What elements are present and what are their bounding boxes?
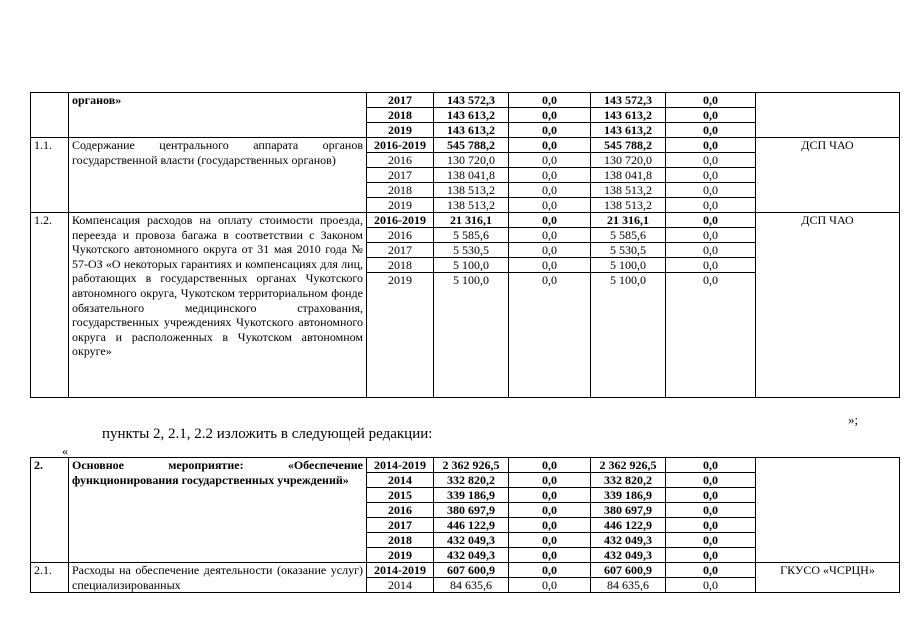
total-cell: 138 041,8: [434, 168, 509, 183]
other-cell: 0,0: [666, 578, 756, 593]
other-cell: 0,0: [666, 258, 756, 273]
table-row: [31, 563, 900, 578]
regional-cell: 138 513,2: [591, 183, 666, 198]
federal-cell: 0,0: [509, 183, 591, 198]
period-cell: 2014: [367, 578, 434, 593]
total-cell: 332 820,2: [434, 473, 509, 488]
regional-cell: 138 041,8: [591, 168, 666, 183]
other-cell: 0,0: [666, 518, 756, 533]
other-cell: 0,0: [666, 183, 756, 198]
federal-cell: 0,0: [509, 243, 591, 258]
regional-cell: 143 572,3: [591, 93, 666, 108]
federal-cell: 0,0: [509, 123, 591, 138]
total-cell: 5 100,0: [434, 258, 509, 273]
federal-cell: 0,0: [509, 488, 591, 503]
federal-cell: 0,0: [509, 458, 591, 473]
item-number: 1.2.: [31, 213, 69, 398]
federal-cell: 0,0: [509, 108, 591, 123]
regional-cell: 339 186,9: [591, 488, 666, 503]
item-number: [31, 93, 69, 138]
item-number: 1.1.: [31, 138, 69, 213]
responsible-executor: ДСП ЧАО: [756, 213, 900, 398]
period-cell: 2018: [367, 108, 434, 123]
total-cell: 545 788,2: [434, 138, 509, 153]
responsible-executor: [756, 93, 900, 138]
regional-cell: 545 788,2: [591, 138, 666, 153]
federal-cell: 0,0: [509, 503, 591, 518]
regional-cell: 380 697,9: [591, 503, 666, 518]
period-cell: 2019: [367, 198, 434, 213]
federal-cell: 0,0: [509, 258, 591, 273]
other-cell: 0,0: [666, 228, 756, 243]
federal-cell: 0,0: [509, 213, 591, 228]
regional-cell: 143 613,2: [591, 123, 666, 138]
other-cell: 0,0: [666, 273, 756, 398]
period-cell: 2017: [367, 93, 434, 108]
total-cell: 21 316,1: [434, 213, 509, 228]
responsible-executor: ДСП ЧАО: [756, 138, 900, 213]
total-cell: 432 049,3: [434, 533, 509, 548]
total-cell: 138 513,2: [434, 198, 509, 213]
closing-quote: »;: [848, 412, 859, 427]
period-cell: 2016: [367, 503, 434, 518]
other-cell: 0,0: [666, 168, 756, 183]
period-cell: 2018: [367, 258, 434, 273]
period-cell: 2016-2019: [367, 138, 434, 153]
federal-cell: 0,0: [509, 168, 591, 183]
federal-cell: 0,0: [509, 138, 591, 153]
period-cell: 2016: [367, 228, 434, 243]
period-cell: 2016: [367, 153, 434, 168]
other-cell: 0,0: [666, 563, 756, 578]
total-cell: 143 572,3: [434, 93, 509, 108]
federal-cell: 0,0: [509, 198, 591, 213]
other-cell: 0,0: [666, 458, 756, 473]
regional-cell: 446 122,9: [591, 518, 666, 533]
period-cell: 2015: [367, 488, 434, 503]
federal-cell: 0,0: [509, 93, 591, 108]
other-cell: 0,0: [666, 488, 756, 503]
federal-cell: 0,0: [509, 228, 591, 243]
other-cell: 0,0: [666, 213, 756, 228]
table-row: [31, 213, 900, 228]
item-description: Компенсация расходов на оплату стоимости проезда, переезда и провоза багажа в соответствии с Законом Чукотского автономного округа от 31 мая 2010 года № 57-ОЗ «О некоторых гарантиях и компенсациях для лиц, работающих в государственных органах Чукотского автономного округа, Чукотском территориальном фонде обязательного медицинского страхования, государственных учреждениях Чукотского автономного округа и расположенных в Чукотском автономном округе»: [69, 213, 367, 398]
federal-cell: 0,0: [509, 153, 591, 168]
period-cell: 2018: [367, 183, 434, 198]
other-cell: 0,0: [666, 533, 756, 548]
total-cell: 339 186,9: [434, 488, 509, 503]
federal-cell: 0,0: [509, 473, 591, 488]
total-cell: 5 530,5: [434, 243, 509, 258]
total-cell: 2 362 926,5: [434, 458, 509, 473]
federal-cell: 0,0: [509, 548, 591, 563]
total-cell: 130 720,0: [434, 153, 509, 168]
regional-cell: 130 720,0: [591, 153, 666, 168]
total-cell: 607 600,9: [434, 563, 509, 578]
period-cell: 2019: [367, 548, 434, 563]
regional-cell: 143 613,2: [591, 108, 666, 123]
federal-cell: 0,0: [509, 518, 591, 533]
total-cell: 143 613,2: [434, 108, 509, 123]
other-cell: 0,0: [666, 138, 756, 153]
table-row: [31, 458, 900, 473]
total-cell: 143 613,2: [434, 123, 509, 138]
period-cell: 2017: [367, 168, 434, 183]
total-cell: 5 585,6: [434, 228, 509, 243]
period-cell: 2017: [367, 518, 434, 533]
other-cell: 0,0: [666, 198, 756, 213]
opening-quote: «: [62, 444, 68, 458]
period-cell: 2018: [367, 533, 434, 548]
regional-cell: 432 049,3: [591, 548, 666, 563]
other-cell: 0,0: [666, 503, 756, 518]
regional-cell: 332 820,2: [591, 473, 666, 488]
period-cell: 2019: [367, 123, 434, 138]
period-cell: 2014-2019: [367, 563, 434, 578]
regional-cell: 5 585,6: [591, 228, 666, 243]
item-description: Расходы на обеспечение деятельности (оказание услуг) специализированных: [69, 563, 367, 593]
item-description: Основное мероприятие: «Обеспечение функционирования государственных учреждений»: [69, 458, 367, 563]
regional-cell: 5 100,0: [591, 258, 666, 273]
other-cell: 0,0: [666, 108, 756, 123]
responsible-executor: [756, 458, 900, 563]
item-description: органов»: [69, 93, 367, 138]
period-cell: 2016-2019: [367, 213, 434, 228]
federal-cell: 0,0: [509, 578, 591, 593]
item-number: 2.1.: [31, 563, 69, 593]
regional-cell: 84 635,6: [591, 578, 666, 593]
regional-cell: 138 513,2: [591, 198, 666, 213]
other-cell: 0,0: [666, 548, 756, 563]
period-cell: 2017: [367, 243, 434, 258]
budget-table-new-edition: [30, 457, 900, 593]
item-description: Содержание центрального аппарата органов государственной власти (государственных органов): [69, 138, 367, 213]
federal-cell: 0,0: [509, 533, 591, 548]
total-cell: 446 122,9: [434, 518, 509, 533]
table-row: [31, 138, 900, 153]
period-cell: 2014-2019: [367, 458, 434, 473]
total-cell: 84 635,6: [434, 578, 509, 593]
period-cell: 2014: [367, 473, 434, 488]
regional-cell: 5 530,5: [591, 243, 666, 258]
total-cell: 5 100,0: [434, 273, 509, 398]
total-cell: 138 513,2: [434, 183, 509, 198]
total-cell: 432 049,3: [434, 548, 509, 563]
budget-table-continued: [30, 92, 900, 398]
responsible-executor: ГКУСО «ЧСРЦН»: [756, 563, 900, 593]
regional-cell: 2 362 926,5: [591, 458, 666, 473]
table-row: [31, 93, 900, 108]
regional-cell: 5 100,0: [591, 273, 666, 398]
amendment-instruction: пункты 2, 2.1, 2.2 изложить в следующей редакции:: [102, 426, 433, 442]
item-number: 2.: [31, 458, 69, 563]
regional-cell: 432 049,3: [591, 533, 666, 548]
total-cell: 380 697,9: [434, 503, 509, 518]
other-cell: 0,0: [666, 153, 756, 168]
other-cell: 0,0: [666, 473, 756, 488]
other-cell: 0,0: [666, 123, 756, 138]
other-cell: 0,0: [666, 93, 756, 108]
federal-cell: 0,0: [509, 563, 591, 578]
regional-cell: 607 600,9: [591, 563, 666, 578]
federal-cell: 0,0: [509, 273, 591, 398]
regional-cell: 21 316,1: [591, 213, 666, 228]
period-cell: 2019: [367, 273, 434, 398]
other-cell: 0,0: [666, 243, 756, 258]
